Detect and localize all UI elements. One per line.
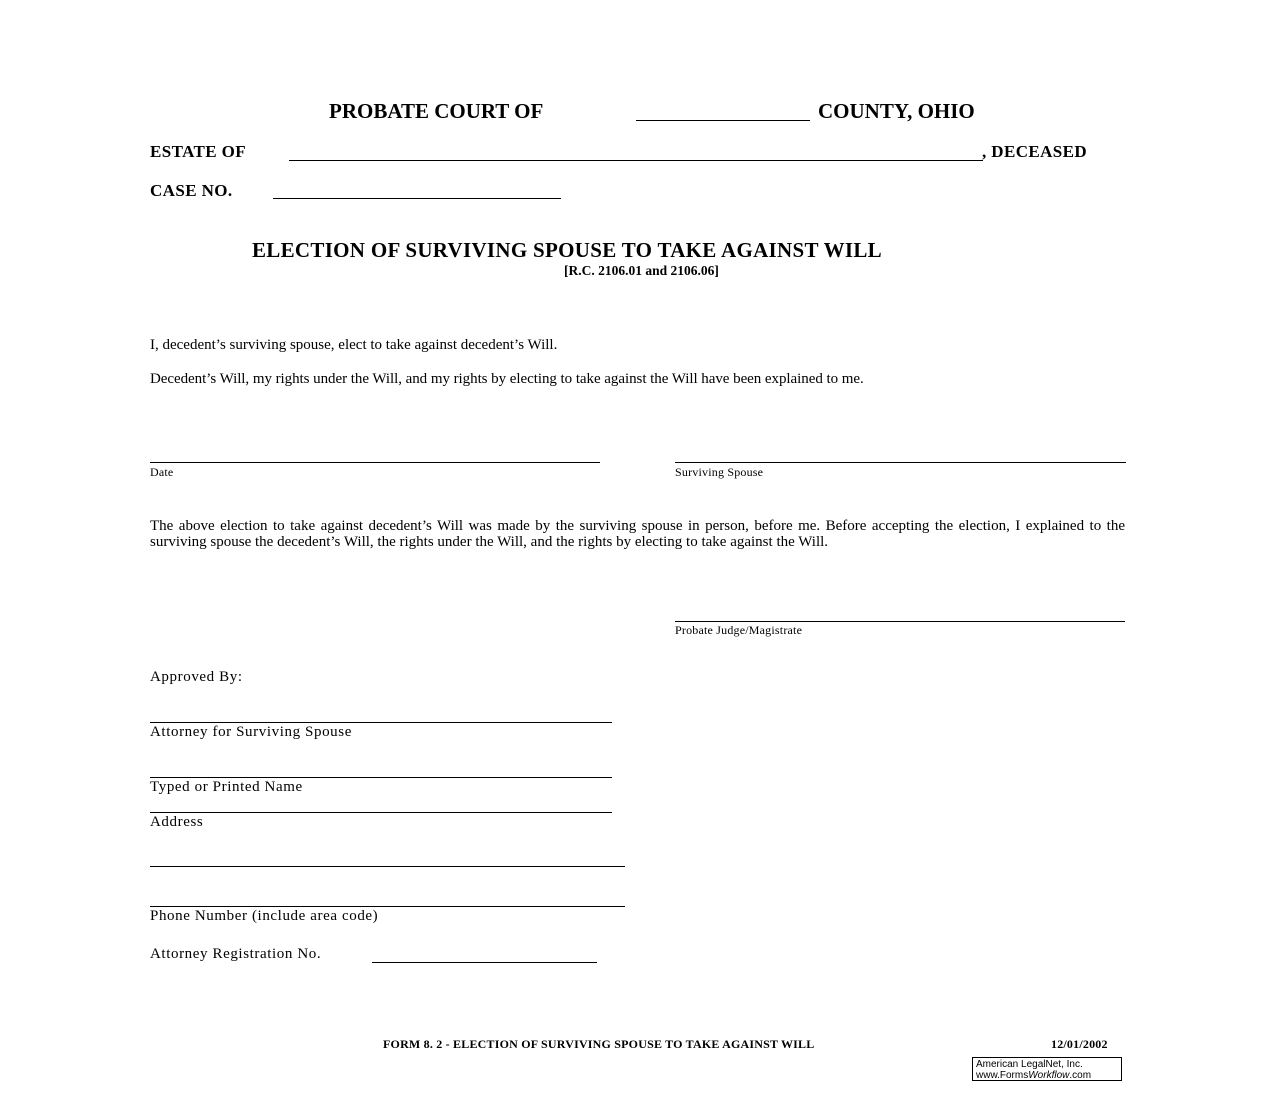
election-statement: I, decedent’s surviving spouse, elect to take against decedent’s Will. <box>150 337 558 353</box>
address-label: Address <box>150 814 204 830</box>
url-italic: Workflow <box>1028 1070 1070 1081</box>
footer-date: 12/01/2002 <box>1051 1037 1108 1051</box>
county-field[interactable] <box>636 120 810 121</box>
attorney-label: Attorney for Surviving Spouse <box>150 724 352 740</box>
attorney-signature-field[interactable] <box>150 722 612 723</box>
phone-label: Phone Number (include area code) <box>150 908 379 924</box>
court-prefix: PROBATE COURT OF <box>329 99 544 123</box>
registration-label: Attorney Registration No. <box>150 946 322 962</box>
surviving-spouse-signature-field[interactable] <box>675 462 1126 463</box>
url-prefix: www.Forms <box>976 1070 1029 1081</box>
case-number-field[interactable] <box>273 198 561 199</box>
explanation-statement: Decedent’s Will, my rights under the Will, and my rights by electing to take against the Will have been explained to me. <box>150 371 864 387</box>
printed-name-label: Typed or Printed Name <box>150 779 303 795</box>
date-field[interactable] <box>150 462 600 463</box>
court-suffix: COUNTY, OHIO <box>818 99 975 123</box>
publisher-url[interactable] <box>976 1070 1121 1081</box>
estate-label: ESTATE OF <box>150 142 247 161</box>
publisher-name: American LegalNet, Inc. <box>976 1059 1083 1070</box>
date-label: Date <box>150 465 174 479</box>
publisher-badge <box>972 1057 1122 1081</box>
url-suffix: .com <box>1069 1070 1092 1081</box>
surviving-spouse-label: Surviving Spouse <box>675 465 764 479</box>
footer-form-title: FORM 8. 2 - ELECTION OF SURVIVING SPOUSE TO TAKE AGAINST WILL <box>383 1037 815 1051</box>
court-heading <box>329 99 543 124</box>
deceased-label: , DECEASED <box>982 142 1088 161</box>
registration-number-field[interactable] <box>372 962 597 963</box>
printed-name-field[interactable] <box>150 777 612 778</box>
address-field[interactable] <box>150 812 612 813</box>
address-line-2-field[interactable] <box>150 866 625 867</box>
statute-citation: [R.C. 2106.01 and 2106.06] <box>564 263 719 278</box>
judicial-statement: The above election to take against decedent’s Will was made by the surviving spouse in person, before me. Before accepting the election, I explained to the surviving spouse the decedent’s Will, the rights under the Will, and the rights by electing to take against the Will. <box>150 518 1125 550</box>
case-number-label: CASE NO. <box>150 181 233 200</box>
approved-by-heading: Approved By: <box>150 669 243 685</box>
judge-label: Probate Judge/Magistrate <box>675 623 803 637</box>
estate-name-field[interactable] <box>289 160 983 161</box>
form-title: ELECTION OF SURVIVING SPOUSE TO TAKE AGAINST WILL <box>252 238 882 262</box>
judge-signature-field[interactable] <box>675 621 1125 622</box>
phone-field[interactable] <box>150 906 625 907</box>
